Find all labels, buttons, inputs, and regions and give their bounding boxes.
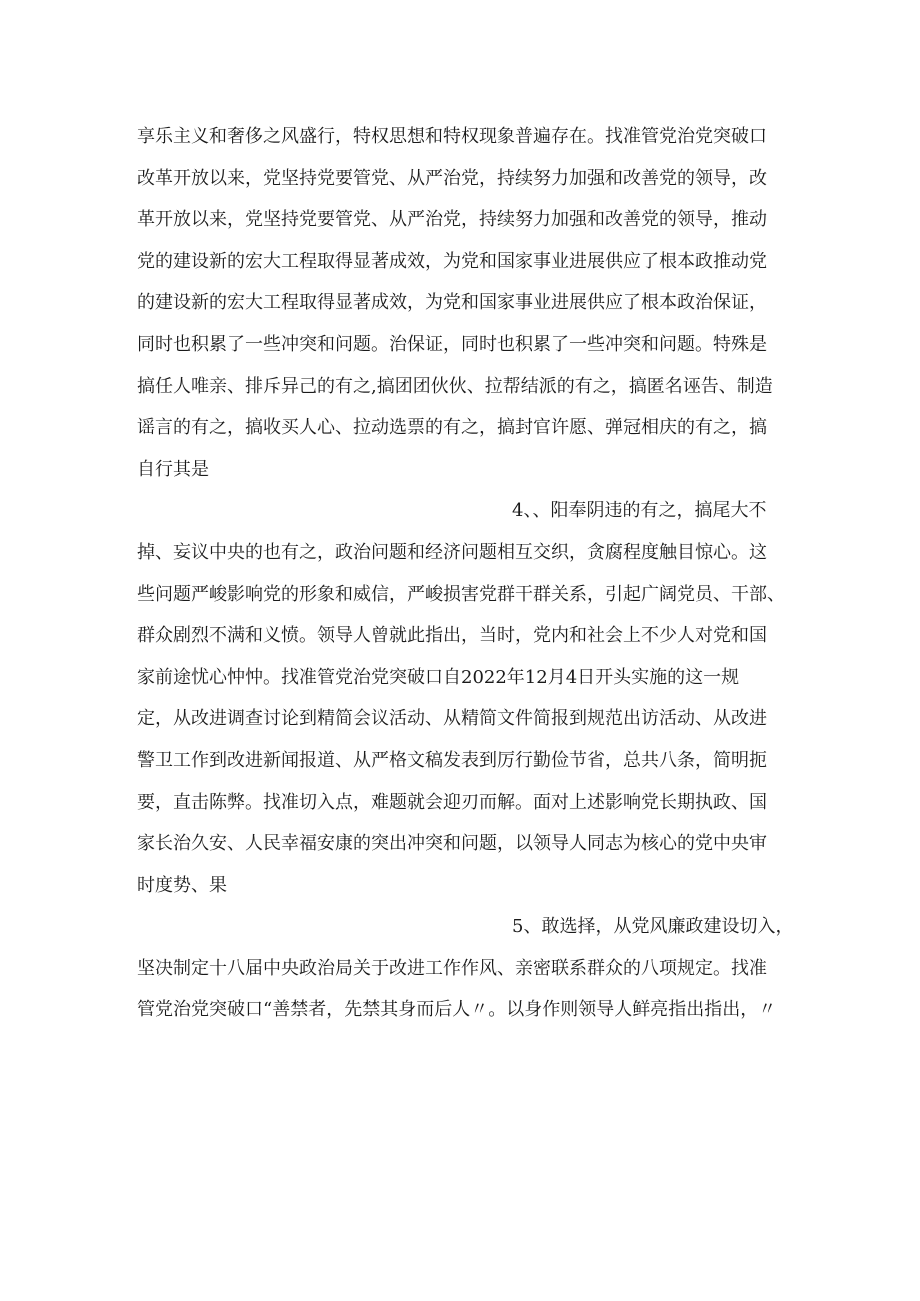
text-line: 警卫工作到改进新闻报道、从严格文稿发表到厉行勤俭节省，总共八条，简明扼 <box>137 749 767 771</box>
numbered-paragraph-start: 5、敢选择，从党风廉政建设切入， <box>512 916 794 938</box>
text-line: 群众剧烈不满和义愤。领导人曾就此指出，当时，党内和社会上不少人对党和国 <box>137 625 767 647</box>
text-line: 享乐主义和奢侈之风盛行，特权思想和特权现象普遍存在。找准管党治党突破口 <box>137 126 767 147</box>
text-line: 自行其是 <box>137 458 209 480</box>
text-line: 同时也积累了一些冲突和问题。治保证，同时也积累了一些冲突和问题。特殊是 <box>137 333 767 355</box>
text-line: 革开放以来，党坚持党要管党、从严治党，持续努力加强和改善党的领导，推动 <box>137 209 767 231</box>
text-line: 的建设新的宏大工程取得显著成效，为党和国家事业进展供应了根本政治保证， <box>137 292 767 314</box>
text-line: 坚决制定十八届中央政治局关于改进工作作风、亲密联系群众的八项规定。找准 <box>137 957 767 979</box>
text-line: 家长治久安、人民幸福安康的突出冲突和问题，以领导人同志为核心的党中央审 <box>137 833 767 855</box>
text-line: 要，直击陈弊。找准切入点，难题就会迎刃而解。面对上述影响党长期执政、国 <box>137 791 767 813</box>
text-line: 谣言的有之，搞收买人心、拉动选票的有之，搞封官许愿、弹冠相庆的有之，搞 <box>137 417 767 439</box>
document-body <box>137 116 797 1031</box>
numbered-paragraph-start: 4、、阳奉阴违的有之，搞尾大不 <box>512 500 767 522</box>
text-line: 家前途忧心忡忡。找准管党治党突破口自2022年12月4日开头实施的这一规 <box>137 666 740 688</box>
text-line: 些问题严峻影响党的形象和威信，严峻损害党群干群关系，引起广阔党员、干部、 <box>137 583 785 605</box>
text-line: 定，从改进调查讨论到精简会议活动、从精简文件简报到规范出访活动、从改进 <box>137 708 767 730</box>
text-line: 党的建设新的宏大工程取得显著成效，为党和国家事业进展供应了根本政推动党 <box>137 250 767 272</box>
text-line: 搞任人唯亲、排斥异己的有之,搞团团伙伙、拉帮结派的有之，搞匿名诬告、制造 <box>137 375 773 397</box>
text-line: 改革开放以来，党坚持党要管党、从严治党，持续努力加强和改善党的领导，改 <box>137 167 767 189</box>
text-line: 时度势、果 <box>137 874 227 896</box>
text-line: 管党治党突破口“善禁者，先禁其身而后人〃。以身作则领导人鲜亮指出指出，〃 <box>137 999 777 1021</box>
text-line: 掉、妄议中央的也有之，政治问题和经济问题相互交织，贪腐程度触目惊心。这 <box>137 541 767 563</box>
